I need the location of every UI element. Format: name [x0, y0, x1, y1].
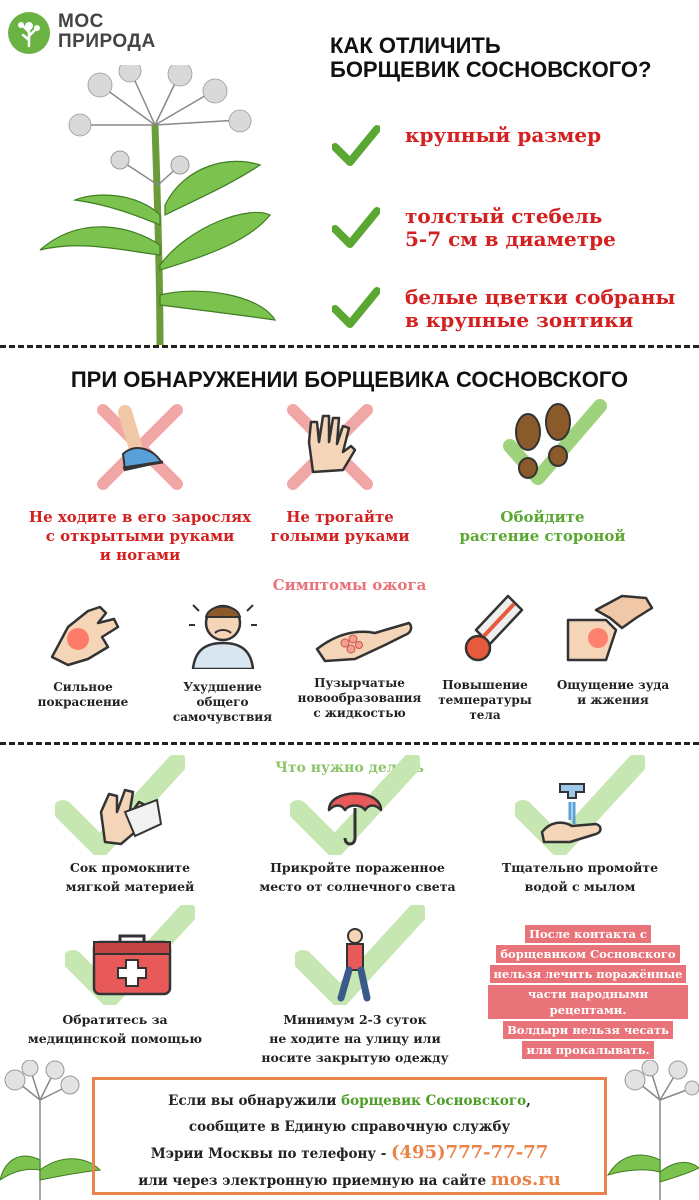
hand-cross-icon: [285, 402, 375, 492]
todo-4-line1: Обратитесь за: [62, 1012, 168, 1027]
symptom-1-line2: покраснение: [37, 695, 129, 709]
feature-flowers: [405, 286, 675, 332]
report-line3: [92, 1140, 607, 1167]
touch-line2: голыми руками: [270, 527, 410, 545]
tree-icon: [8, 12, 50, 54]
itching-hands-icon: [566, 590, 656, 666]
todo-doctor: [20, 1010, 210, 1048]
todo-5-line2: не ходите на улицу или: [269, 1031, 441, 1046]
symptom-4-line1: Повышение: [442, 678, 528, 692]
warning-line: или прокалывать.: [522, 1041, 653, 1059]
phone-number[interactable]: (495)777-77-77: [391, 1142, 549, 1163]
symptom-4-line2: температуры: [438, 693, 532, 707]
symptom-2-line2: общего: [196, 695, 249, 709]
hogweed-plant-illustration: [20, 65, 320, 345]
todo-stay-home: [245, 1010, 465, 1067]
walking-person-icon: [335, 928, 375, 1002]
feature-stem: [405, 205, 616, 251]
blisters-hand-icon: [315, 605, 415, 665]
website-link[interactable]: mos.ru: [490, 1169, 561, 1190]
washing-hands-icon: [540, 780, 610, 846]
divider: [0, 345, 699, 348]
feature-size-text: крупный размер: [405, 123, 602, 147]
redness-hand-icon: [48, 597, 124, 669]
symptom-1-line1: Сильное: [53, 680, 113, 694]
warning-line: борщевиком Сосновского: [496, 945, 679, 963]
symptom-2-line3: самочувствия: [172, 710, 273, 724]
report-text: Мэрии Москвы по телефону -: [150, 1146, 391, 1162]
check-icon: [332, 207, 380, 249]
logo-text: [58, 12, 156, 52]
walk-line1: Не ходите в его зарослях: [28, 508, 252, 526]
todo-heading: Что нужно делать: [275, 760, 424, 776]
walk-line2: с открытыми руками: [45, 527, 235, 545]
todo-cover: [245, 858, 470, 896]
todo-1-line2: мягкой материей: [65, 879, 195, 894]
title-line2: БОРЩЕВИК СОСНОВСКОГО?: [330, 57, 652, 82]
cloth-hand-icon: [95, 782, 165, 846]
todo-5-line3: носите закрытую одежду: [261, 1050, 449, 1065]
report-line1: [92, 1088, 607, 1114]
unwell-person-icon: [183, 595, 263, 669]
symptoms-heading: Симптомы ожога: [272, 576, 427, 594]
report-line2: сообщите в Единую справочную службу: [188, 1119, 511, 1135]
report-text: Если вы обнаружили: [168, 1093, 342, 1109]
todo-blot: [45, 858, 215, 896]
symptom-5-line1: Ощущение зуда: [556, 678, 670, 692]
logo-line2: ПРИРОДА: [58, 31, 156, 52]
avoid-line1: Обойдите: [500, 508, 585, 526]
symptom-temperature: [425, 678, 545, 723]
report-text: ,: [526, 1093, 531, 1109]
divider: [0, 742, 699, 745]
umbrella-icon: [325, 780, 385, 850]
touch-line1: Не трогайте: [286, 508, 394, 526]
todo-3-line2: водой с мылом: [524, 879, 636, 894]
avoid-line2: растение стороной: [459, 527, 626, 545]
leg-cross-icon: [95, 402, 185, 492]
warning-line: части народными рецептами.: [488, 985, 688, 1019]
folk-remedy-warning: [488, 925, 688, 1061]
symptom-3-line2: новообразования: [297, 691, 422, 705]
discovery-title: ПРИ ОБНАРУЖЕНИИ БОРЩЕВИКА СОСНОВСКОГО: [70, 367, 629, 392]
symptom-3-line1: Пузырчатые: [314, 676, 405, 690]
todo-3-line1: Тщательно промойте: [501, 860, 659, 875]
warning-line: После контакта с: [525, 925, 651, 943]
logo-line1: МОС: [58, 11, 104, 32]
todo-4-line2: медицинской помощью: [27, 1031, 203, 1046]
feature-flowers-line1: белые цветки собраны: [405, 285, 676, 309]
thermometer-icon: [458, 590, 528, 670]
page-title: [330, 34, 651, 82]
report-line4: [92, 1167, 607, 1194]
first-aid-kit-icon: [92, 932, 172, 996]
feature-flowers-line2: в крупные зонтики: [405, 308, 634, 332]
check-icon: [332, 287, 380, 329]
feature-stem-line2: 5-7 см в диаметре: [405, 227, 616, 251]
plant-name-highlight: борщевик Сосновского: [341, 1093, 527, 1109]
warning-caption-walk: [15, 508, 265, 565]
warning-line: нельзя лечить поражённые: [490, 965, 687, 983]
symptom-5-line2: и жжения: [577, 693, 649, 707]
todo-wash: [490, 858, 670, 896]
logo-emblem: [8, 12, 50, 54]
symptom-2-line1: Ухудшение: [183, 680, 262, 694]
feature-stem-line1: толстый стебель: [405, 204, 603, 228]
warning-caption-touch: [255, 508, 425, 546]
todo-1-line1: Сок промокните: [69, 860, 191, 875]
todo-2-line1: Прикройте пораженное: [270, 860, 445, 875]
walk-line3: и ногами: [99, 546, 181, 564]
symptom-itching: [538, 678, 688, 708]
advice-caption-avoid: [440, 508, 645, 546]
feature-size: [405, 124, 601, 147]
check-icon: [332, 125, 380, 167]
symptom-blisters: [292, 676, 427, 721]
symptom-wellbeing: [160, 680, 285, 725]
title-line1: КАК ОТЛИЧИТЬ: [330, 33, 501, 58]
report-text: или через электронную приемную на сайте: [138, 1173, 491, 1189]
report-info-text: [92, 1088, 607, 1194]
todo-2-line2: место от солнечного света: [259, 879, 456, 894]
todo-5-line1: Минимум 2-3 суток: [283, 1012, 427, 1027]
plant-decoration-right: [600, 1060, 699, 1200]
symptom-3-line3: с жидкостью: [313, 706, 406, 720]
footprints-check-icon: [500, 398, 610, 488]
symptom-4-line3: тела: [469, 708, 501, 722]
symptom-redness: [18, 680, 148, 710]
warning-line: Волдыри нельзя чесать: [503, 1021, 673, 1039]
